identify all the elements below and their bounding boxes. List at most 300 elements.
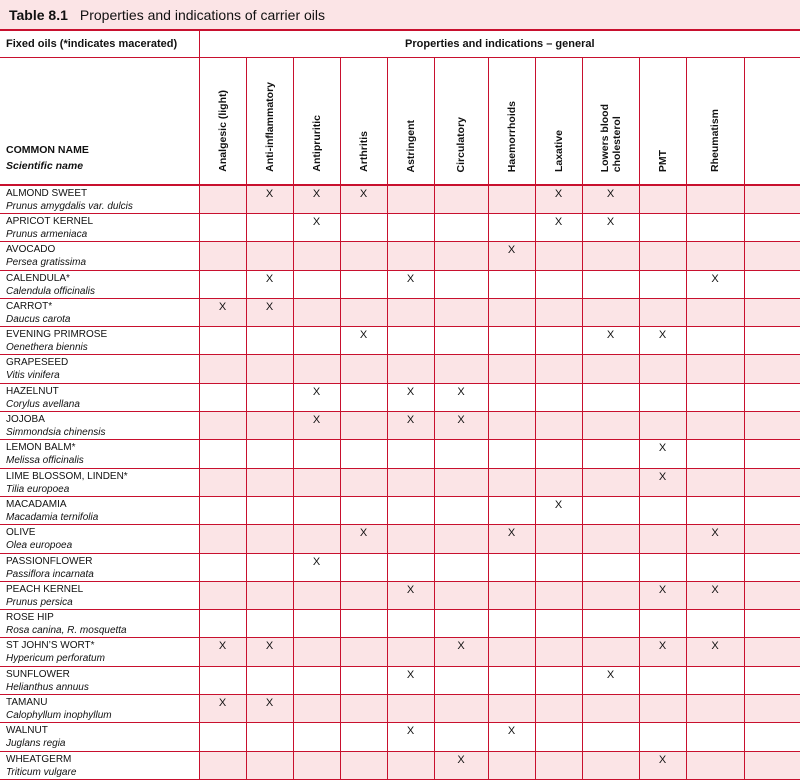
fixed-oils-header: Fixed oils (*indicates macerated)	[0, 31, 199, 57]
indication-mark	[434, 553, 488, 581]
indication-mark	[744, 695, 800, 723]
indication-mark	[535, 412, 582, 440]
indication-mark	[387, 496, 434, 524]
properties-header: Properties and indications – general	[199, 31, 800, 57]
indication-mark	[387, 355, 434, 383]
indication-mark	[639, 214, 686, 242]
indication-mark	[639, 185, 686, 214]
column-header-label: Haemorrhoids	[505, 100, 518, 172]
indication-mark	[686, 185, 744, 214]
indication-mark	[686, 751, 744, 779]
table-row	[0, 440, 800, 468]
indication-mark	[535, 525, 582, 553]
indication-mark: X	[246, 185, 293, 214]
indication-mark	[686, 666, 744, 694]
indication-mark	[387, 553, 434, 581]
indication-mark: X	[582, 327, 639, 355]
indication-mark	[387, 185, 434, 214]
indication-mark	[293, 298, 340, 326]
table-row	[0, 327, 800, 355]
indication-mark	[199, 242, 246, 270]
indication-mark: X	[246, 695, 293, 723]
indication-mark	[387, 327, 434, 355]
oil-name-cell	[0, 242, 199, 270]
common-name: TAMANU	[6, 697, 48, 709]
column-header	[246, 57, 293, 185]
indication-mark	[639, 525, 686, 553]
oil-name-cell	[0, 695, 199, 723]
indication-mark	[535, 751, 582, 779]
indication-mark	[387, 751, 434, 779]
common-name: CALENDULA*	[6, 272, 70, 284]
indication-mark	[639, 553, 686, 581]
indication-mark	[246, 610, 293, 638]
oil-name-cell	[0, 581, 199, 609]
indication-mark	[582, 723, 639, 751]
indication-mark	[293, 327, 340, 355]
oil-name-cell	[0, 270, 199, 298]
indication-mark: X	[340, 185, 387, 214]
indication-mark	[639, 383, 686, 411]
indication-mark	[744, 327, 800, 355]
indication-mark	[744, 242, 800, 270]
indication-mark	[387, 638, 434, 666]
indication-mark	[744, 468, 800, 496]
indication-mark	[434, 525, 488, 553]
indication-mark	[434, 327, 488, 355]
column-header	[340, 57, 387, 185]
indication-mark	[535, 666, 582, 694]
table-row	[0, 468, 800, 496]
table-row	[0, 214, 800, 242]
common-name: JOJOBA	[6, 414, 45, 426]
indication-mark	[340, 440, 387, 468]
column-header-label: Rheumatism	[709, 108, 721, 172]
column-header	[686, 57, 744, 185]
column-header	[199, 57, 246, 185]
scientific-name: Triticum vulgare	[6, 766, 77, 778]
table-row	[0, 355, 800, 383]
indication-mark: X	[434, 383, 488, 411]
indication-mark	[340, 666, 387, 694]
indication-mark	[434, 695, 488, 723]
indication-mark	[535, 242, 582, 270]
indication-mark	[293, 440, 340, 468]
indication-mark	[686, 355, 744, 383]
indication-mark	[639, 355, 686, 383]
indication-mark	[199, 270, 246, 298]
indication-mark	[246, 496, 293, 524]
indication-mark	[199, 214, 246, 242]
indication-mark	[246, 440, 293, 468]
indication-mark: X	[639, 751, 686, 779]
indication-mark	[535, 581, 582, 609]
oil-name-cell	[0, 327, 199, 355]
indication-mark	[535, 610, 582, 638]
scientific-name: Tilia europoea	[6, 483, 70, 495]
indication-mark	[744, 638, 800, 666]
indication-mark	[340, 638, 387, 666]
indication-mark	[434, 270, 488, 298]
indication-mark	[488, 327, 535, 355]
indication-mark	[686, 242, 744, 270]
indication-mark	[387, 214, 434, 242]
indication-mark: X	[582, 666, 639, 694]
common-name: GRAPESEED	[6, 357, 69, 369]
indication-mark	[293, 468, 340, 496]
indication-mark	[340, 242, 387, 270]
indication-mark	[686, 610, 744, 638]
oil-name-cell	[0, 496, 199, 524]
oil-name-cell	[0, 355, 199, 383]
indication-mark	[686, 723, 744, 751]
indication-mark	[293, 496, 340, 524]
table-number: Table 8.1	[9, 6, 68, 23]
table-row	[0, 666, 800, 694]
indication-mark: X	[387, 723, 434, 751]
indication-mark: X	[293, 185, 340, 214]
indication-mark	[535, 638, 582, 666]
indication-mark: X	[434, 638, 488, 666]
scientific-name: Daucus carota	[6, 313, 71, 325]
oil-name-cell	[0, 553, 199, 581]
indication-mark	[582, 751, 639, 779]
indication-mark	[582, 412, 639, 440]
indication-mark: X	[293, 412, 340, 440]
scientific-name: Vitis vinifera	[6, 370, 60, 382]
indication-mark	[434, 610, 488, 638]
indication-mark	[744, 185, 800, 214]
column-header-label: PMT	[656, 149, 669, 172]
indication-mark	[639, 412, 686, 440]
table-row	[0, 185, 800, 214]
indication-mark	[639, 270, 686, 298]
indication-mark	[686, 412, 744, 440]
column-header	[488, 57, 535, 185]
indication-mark	[246, 383, 293, 411]
table-row	[0, 298, 800, 326]
common-name: PEACH KERNEL	[6, 583, 84, 595]
indication-mark	[488, 185, 535, 214]
indication-mark	[199, 185, 246, 214]
scientific-name: Prunus armeniaca	[6, 229, 88, 240]
oil-name-cell	[0, 412, 199, 440]
indication-mark	[488, 468, 535, 496]
common-name: ALMOND SWEET	[6, 188, 88, 199]
oil-name-cell	[0, 298, 199, 326]
indication-mark	[639, 298, 686, 326]
indication-mark	[246, 553, 293, 581]
scientific-name: Helianthus annuus	[6, 681, 89, 693]
indication-mark	[744, 270, 800, 298]
table-row	[0, 553, 800, 581]
indication-mark	[340, 383, 387, 411]
indication-mark	[246, 751, 293, 779]
indication-mark	[582, 553, 639, 581]
indication-mark	[199, 468, 246, 496]
indication-mark	[744, 666, 800, 694]
indication-mark	[686, 327, 744, 355]
scientific-name: Hypericum perforatum	[6, 653, 105, 665]
oil-name-cell	[0, 468, 199, 496]
indication-mark	[293, 695, 340, 723]
indication-mark	[246, 355, 293, 383]
indication-mark	[246, 468, 293, 496]
scientific-name: Prunus persica	[6, 596, 73, 608]
indication-mark	[488, 412, 535, 440]
indication-mark: X	[434, 412, 488, 440]
oil-name-cell	[0, 610, 199, 638]
oil-name-cell	[0, 525, 199, 553]
indication-mark: X	[686, 581, 744, 609]
indication-mark: X	[686, 525, 744, 553]
indication-mark: X	[387, 383, 434, 411]
indication-mark: X	[293, 214, 340, 242]
indication-mark	[434, 214, 488, 242]
indication-mark: X	[686, 638, 744, 666]
indication-mark	[488, 666, 535, 694]
table-row	[0, 638, 800, 666]
scientific-name-header: Scientific name	[6, 160, 84, 172]
indication-mark	[686, 440, 744, 468]
indication-mark	[387, 695, 434, 723]
indication-mark	[488, 553, 535, 581]
scientific-name: Simmondsia chinensis	[6, 427, 106, 439]
indication-mark	[199, 751, 246, 779]
indication-mark	[434, 723, 488, 751]
column-header-label: Laxative	[552, 129, 565, 172]
indication-mark	[293, 242, 340, 270]
indication-mark	[199, 610, 246, 638]
oil-name-cell	[0, 723, 199, 751]
indication-mark	[535, 355, 582, 383]
common-name: WALNUT	[6, 725, 48, 737]
scientific-name: Melissa officinalis	[6, 455, 84, 467]
indication-mark	[434, 242, 488, 270]
indication-mark	[744, 298, 800, 326]
indication-mark: X	[639, 440, 686, 468]
indication-mark	[686, 383, 744, 411]
indication-mark	[199, 723, 246, 751]
indication-mark	[434, 496, 488, 524]
indication-mark	[639, 723, 686, 751]
column-header	[582, 57, 639, 185]
indication-mark	[293, 270, 340, 298]
indication-mark	[246, 242, 293, 270]
indication-mark	[387, 440, 434, 468]
common-name: ST JOHN’S WORT*	[6, 640, 95, 652]
table-row	[0, 383, 800, 411]
indication-mark	[434, 355, 488, 383]
indication-mark	[199, 666, 246, 694]
indication-mark: X	[387, 412, 434, 440]
indication-mark	[582, 270, 639, 298]
indication-mark	[246, 327, 293, 355]
table-title-bar	[0, 0, 800, 31]
indication-mark: X	[639, 581, 686, 609]
indication-mark	[639, 242, 686, 270]
indication-mark: X	[340, 327, 387, 355]
indication-mark	[199, 327, 246, 355]
indication-mark	[744, 581, 800, 609]
indication-mark	[340, 270, 387, 298]
indication-mark	[340, 581, 387, 609]
indication-mark	[293, 751, 340, 779]
common-name: EVENING PRIMROSE	[6, 329, 108, 341]
indication-mark	[488, 638, 535, 666]
column-header	[639, 57, 686, 185]
oil-name-cell	[0, 751, 199, 779]
indication-mark	[686, 496, 744, 524]
indication-mark: X	[639, 468, 686, 496]
common-name: LIME BLOSSOM, LINDEN*	[6, 470, 128, 482]
indication-mark	[639, 610, 686, 638]
scientific-name: Macadamia ternifolia	[6, 511, 99, 523]
indication-mark	[199, 581, 246, 609]
indication-mark	[744, 610, 800, 638]
indication-mark	[199, 412, 246, 440]
table-row	[0, 723, 800, 751]
indication-mark	[488, 270, 535, 298]
indication-mark	[293, 610, 340, 638]
indication-mark: X	[199, 695, 246, 723]
table-row	[0, 610, 800, 638]
carrier-oils-table	[0, 31, 800, 780]
indication-mark	[340, 355, 387, 383]
indication-mark	[434, 185, 488, 214]
indication-mark	[744, 440, 800, 468]
indication-mark: X	[686, 270, 744, 298]
header-row-columns	[0, 57, 800, 185]
column-header	[293, 57, 340, 185]
indication-mark	[535, 440, 582, 468]
indication-mark	[488, 496, 535, 524]
indication-mark	[293, 525, 340, 553]
indication-mark	[246, 525, 293, 553]
name-column-header	[0, 57, 199, 185]
indication-mark	[293, 355, 340, 383]
column-header	[434, 57, 488, 185]
indication-mark	[582, 610, 639, 638]
indication-mark	[582, 440, 639, 468]
indication-mark	[535, 383, 582, 411]
indication-mark	[488, 214, 535, 242]
scientific-name: Olea europoea	[6, 540, 73, 552]
indication-mark	[744, 496, 800, 524]
table-row	[0, 581, 800, 609]
indication-mark	[535, 298, 582, 326]
indication-mark: X	[488, 242, 535, 270]
indication-mark	[686, 214, 744, 242]
indication-mark	[434, 440, 488, 468]
indication-mark	[744, 383, 800, 411]
indication-mark	[488, 610, 535, 638]
table-row	[0, 242, 800, 270]
indication-mark	[535, 270, 582, 298]
indication-mark: X	[535, 185, 582, 214]
indication-mark	[744, 355, 800, 383]
common-name: AVOCADO	[6, 244, 56, 256]
scientific-name: Oenethera biennis	[6, 342, 88, 354]
indication-mark	[340, 496, 387, 524]
scientific-name: Passiflora incarnata	[6, 568, 94, 580]
indication-mark	[387, 298, 434, 326]
indication-mark: X	[488, 525, 535, 553]
indication-mark: X	[535, 496, 582, 524]
header-row-top	[0, 31, 800, 57]
indication-mark	[340, 412, 387, 440]
indication-mark	[582, 298, 639, 326]
table-row	[0, 695, 800, 723]
oil-name-cell	[0, 666, 199, 694]
column-header-label: Astringent	[404, 119, 417, 172]
indication-mark	[488, 355, 535, 383]
indication-mark	[582, 695, 639, 723]
column-header	[387, 57, 434, 185]
common-name: MACADAMIA	[6, 498, 67, 510]
indication-mark	[744, 412, 800, 440]
table-row	[0, 270, 800, 298]
indication-mark: X	[387, 581, 434, 609]
indication-mark	[686, 298, 744, 326]
indication-mark	[488, 581, 535, 609]
scientific-name: Corylus avellana	[6, 398, 80, 410]
indication-mark	[340, 751, 387, 779]
indication-mark	[387, 610, 434, 638]
indication-mark	[340, 695, 387, 723]
table-title: Properties and indications of carrier oils	[79, 6, 326, 23]
indication-mark	[246, 214, 293, 242]
table-row	[0, 751, 800, 779]
scientific-name: Persea gratissima	[6, 257, 87, 269]
indication-mark	[488, 751, 535, 779]
indication-mark	[488, 383, 535, 411]
indication-mark	[199, 440, 246, 468]
oil-name-cell	[0, 638, 199, 666]
indication-mark: X	[246, 298, 293, 326]
column-header	[744, 57, 800, 185]
common-name: OLIVE	[6, 527, 36, 539]
indication-mark	[535, 723, 582, 751]
common-name: PASSIONFLOWER	[6, 555, 93, 567]
indication-mark	[639, 695, 686, 723]
column-header-label: Anti-inflammatory	[263, 82, 276, 172]
common-name: LEMON BALM*	[6, 442, 76, 454]
indication-mark	[744, 553, 800, 581]
scientific-name: Juglans regia	[6, 738, 66, 750]
column-header-label: Antipruritic	[310, 115, 323, 172]
indication-mark	[340, 553, 387, 581]
common-name-header: COMMON NAME	[6, 144, 89, 156]
indication-mark: X	[535, 214, 582, 242]
indication-mark	[744, 214, 800, 242]
scientific-name: Prunus amygdalis var. dulcis	[6, 201, 133, 212]
indication-mark: X	[340, 525, 387, 553]
indication-mark: X	[246, 270, 293, 298]
indication-mark	[488, 298, 535, 326]
column-header-label: Lowers blood cholesterol	[598, 103, 623, 172]
indication-mark: X	[199, 638, 246, 666]
indication-mark	[744, 525, 800, 553]
column-header-label: Analgesic (light)	[216, 90, 229, 172]
indication-mark	[387, 242, 434, 270]
oil-name-cell	[0, 214, 199, 242]
indication-mark	[199, 525, 246, 553]
indication-mark	[582, 242, 639, 270]
indication-mark	[744, 723, 800, 751]
common-name: APRICOT KERNEL	[6, 216, 94, 227]
oil-name-cell	[0, 383, 199, 411]
